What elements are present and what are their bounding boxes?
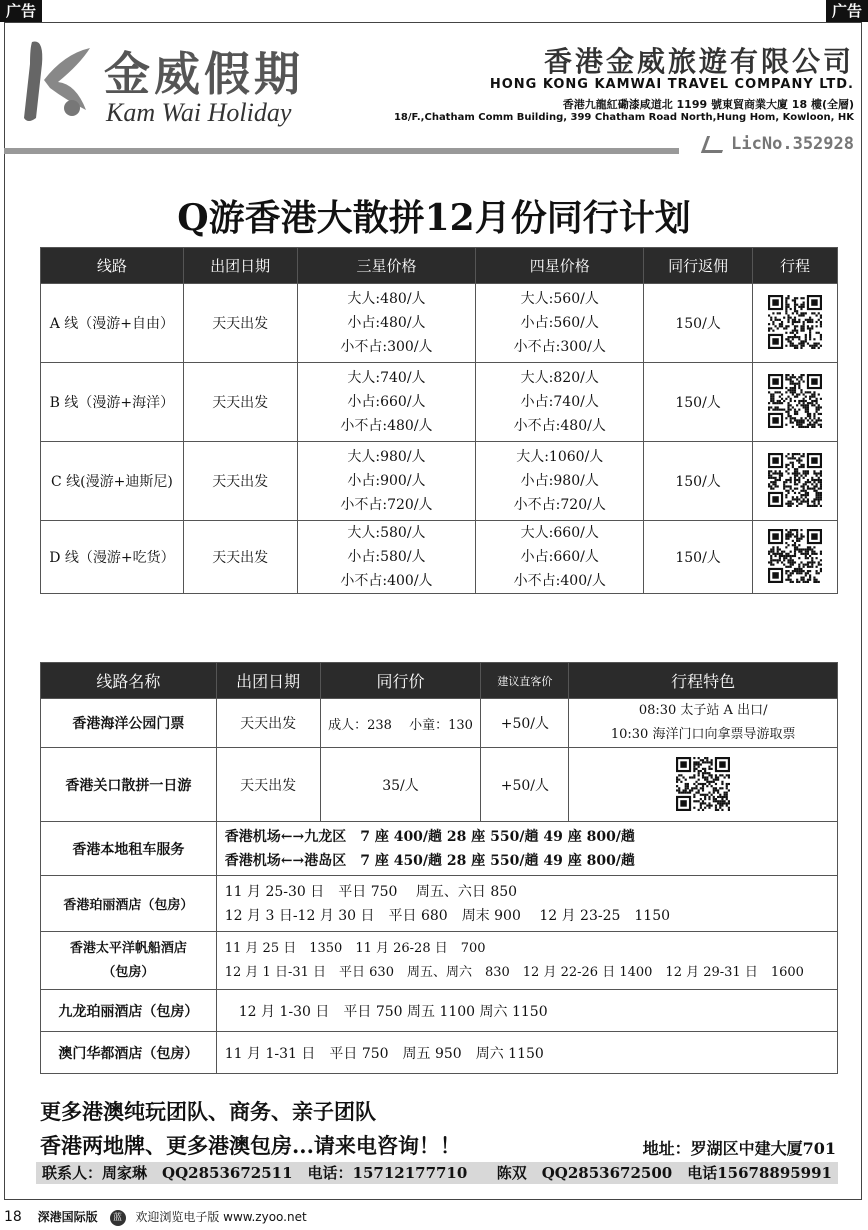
table-header-row (41, 663, 838, 699)
price-child-no-bed: 小不占:400/人 (513, 573, 606, 589)
contact-secondary: 陈双 QQ2853672500 电话15678895991 (496, 1164, 832, 1182)
magazine-seal-icon: 蓝 (110, 1210, 126, 1226)
price-child-no-bed: 小不占:720/人 (340, 497, 433, 513)
qr-code-icon[interactable] (768, 529, 822, 585)
price-adult: 大人:740/人 (347, 370, 426, 386)
price-child-bed: 小占:900/人 (347, 473, 426, 489)
page-number: 18 (4, 1209, 22, 1225)
price-adult: 大人:660/人 (520, 525, 599, 541)
retail-price-cell: +50/人 (481, 748, 569, 822)
price-child-bed: 小占:480/人 (347, 315, 426, 331)
itinerary-cell (753, 363, 838, 442)
commission-cell: 150/人 (644, 284, 753, 363)
hotel-price-line: 11 月 25 日 1350 11 月 26-28 日 700 (224, 940, 486, 956)
service-name-cell: 香港珀丽酒店（包房） (41, 876, 217, 932)
itinerary-cell (753, 442, 838, 521)
price-child-no-bed: 小不占:720/人 (513, 497, 606, 513)
itinerary-cell (753, 521, 838, 594)
website-note: 欢迎浏览电子版 www.zyoo.net (135, 1210, 307, 1224)
services-table (40, 662, 838, 1074)
feature-line: 08:30 太子站 A 出口/ (638, 703, 768, 718)
table-row (41, 521, 838, 594)
kam-wai-logo-icon (14, 34, 104, 126)
col-header-features: 行程特色 (569, 663, 838, 699)
office-address: 地址：罗湖区中建大厦701 (642, 1139, 836, 1158)
commission-cell: 150/人 (644, 442, 753, 521)
service-name-line: 香港太平洋帆船酒店 (69, 940, 187, 956)
col-header-service-name: 线路名称 (41, 663, 217, 699)
route-cell: A 线（漫游+自由） (41, 284, 184, 363)
table-row (41, 932, 838, 990)
price-adult: 大人:820/人 (520, 370, 599, 386)
table-row (41, 1032, 838, 1074)
col-header-three-star: 三星价格 (297, 248, 476, 284)
route-cell: B 线（漫游+海洋） (41, 363, 184, 442)
service-name-cell (41, 932, 217, 990)
commission-cell: 150/人 (644, 521, 753, 594)
price-adult: 大人:1060/人 (516, 449, 604, 465)
service-name-line: （包房） (102, 964, 155, 980)
hotel-price-details: 11 月 1-31 日 平日 750 周五 950 周六 1150 (216, 1032, 837, 1074)
service-name-cell: 香港海洋公园门票 (41, 699, 217, 748)
contact-primary: 联系人：周家琳 QQ2853672511 电话：15712177710 (42, 1164, 468, 1182)
promo-line-1: 更多港澳纯玩团队、商务、亲子团队 (40, 1099, 376, 1124)
price-child-no-bed: 小不占:300/人 (340, 339, 433, 355)
table-row (41, 699, 838, 748)
date-cell: 天天出发 (216, 748, 320, 822)
date-cell: 天天出发 (216, 699, 320, 748)
qr-code-icon[interactable] (676, 756, 730, 814)
three-star-price-cell (297, 521, 476, 594)
price-child-bed: 小占:660/人 (520, 549, 599, 565)
car-rental-details (216, 822, 837, 876)
table-row (41, 363, 838, 442)
license-mark-icon (701, 136, 728, 153)
col-header-date: 出团日期 (183, 248, 297, 284)
service-name-cell: 澳门华都酒店（包房） (41, 1032, 217, 1074)
company-name-cn: 香港金威旅遊有限公司 (543, 45, 854, 78)
itinerary-cell (753, 284, 838, 363)
feature-line: 10:30 海洋门口向拿票导游取票 (610, 727, 796, 742)
route-cell: C 线(漫游+迪斯尼) (41, 442, 184, 521)
service-name-cell: 九龙珀丽酒店（包房） (41, 990, 217, 1032)
price-child-bed: 小占:980/人 (520, 473, 599, 489)
tour-plan-table (40, 247, 838, 594)
license-text: LicNo.352928 (731, 134, 854, 154)
promo-line-2: 香港两地牌、更多港澳包房...请来电咨询！！ (40, 1133, 461, 1158)
qr-code-icon[interactable] (768, 295, 822, 351)
price-child-no-bed: 小不占:300/人 (513, 339, 606, 355)
trade-price-cell: 成人：238 小童：130 (320, 699, 481, 748)
features-cell (569, 748, 838, 822)
logo-chinese-name: 金威假期 (104, 47, 304, 101)
service-name-cell: 香港关口散拼一日游 (41, 748, 217, 822)
three-star-price-cell (297, 363, 476, 442)
hotel-price-details (216, 932, 837, 990)
hotel-price-line: 12 月 3 日-12 月 30 日 平日 680 周末 900 12 月 23-25 1150 (224, 907, 671, 924)
col-header-four-star: 四星价格 (476, 248, 644, 284)
price-adult: 大人:560/人 (520, 291, 599, 307)
price-adult: 大人:480/人 (347, 291, 426, 307)
price-adult: 大人:980/人 (347, 449, 426, 465)
qr-code-icon[interactable] (768, 453, 822, 509)
table-row (41, 822, 838, 876)
date-cell: 天天出发 (183, 442, 297, 521)
logo-english-name: Kam Wai Holiday (106, 98, 292, 127)
four-star-price-cell (476, 363, 644, 442)
table-row (41, 284, 838, 363)
ad-label-left: 广告 (0, 0, 42, 22)
page-title: Q游香港大散拼12月份同行计划 (177, 197, 691, 239)
price-child-bed: 小占:740/人 (520, 394, 599, 410)
hotel-price-line: 11 月 25-30 日 平日 750 周五、六日 850 (224, 883, 518, 900)
col-header-commission: 同行返佣 (644, 248, 753, 284)
table-header-row (41, 248, 838, 284)
commission-cell: 150/人 (644, 363, 753, 442)
col-header-retail-price: 建议直客价 (481, 663, 569, 699)
license-number (704, 134, 854, 154)
service-name-cell: 香港本地租车服务 (41, 822, 217, 876)
date-cell: 天天出发 (183, 284, 297, 363)
ad-label-right: 广告 (826, 0, 868, 22)
retail-price-cell: +50/人 (481, 699, 569, 748)
hotel-price-details (216, 876, 837, 932)
price-child-bed: 小占:560/人 (520, 315, 599, 331)
three-star-price-cell (297, 442, 476, 521)
qr-code-icon[interactable] (768, 374, 822, 430)
col-header-trade-price: 同行价 (320, 663, 481, 699)
header-divider (4, 148, 679, 154)
address-en: 18/F.,Chatham Comm Building, 399 Chatham Road North,Hung Hom, Kowloon, HK (393, 112, 854, 123)
col-header-date: 出团日期 (216, 663, 320, 699)
date-cell: 天天出发 (183, 521, 297, 594)
table-row (41, 990, 838, 1032)
hotel-price-details: 12 月 1-30 日 平日 750 周五 1100 周六 1150 (216, 990, 837, 1032)
price-child-bed: 小占:660/人 (347, 394, 426, 410)
features-cell (569, 699, 838, 748)
table-row (41, 442, 838, 521)
price-child-no-bed: 小不占:480/人 (340, 418, 433, 434)
four-star-price-cell (476, 521, 644, 594)
route-cell: D 线（漫游+吃货） (41, 521, 184, 594)
price-child-no-bed: 小不占:480/人 (513, 418, 606, 434)
col-header-itinerary: 行程 (753, 248, 838, 284)
three-star-price-cell (297, 284, 476, 363)
price-child-bed: 小占:580/人 (347, 549, 426, 565)
page-footer (4, 1208, 307, 1226)
address-cn: 香港九龍紅磡漆咸道北 1199 號東貿商業大廈 18 樓(全層) (562, 98, 854, 111)
table-row (41, 748, 838, 822)
car-route-island: 香港机场←→港岛区 7 座 450/趟 28 座 550/趟 49 座 800/趟 (224, 852, 635, 869)
company-name-en: HONG KONG KAMWAI TRAVEL COMPANY LTD. (489, 77, 854, 92)
trade-price-cell: 35/人 (320, 748, 481, 822)
hotel-price-line: 12 月 1 日-31 日 平日 630 周五、周六 830 12 月 22-26 日 1400 12 月 29-31 日 1600 (224, 964, 804, 980)
four-star-price-cell (476, 442, 644, 521)
car-route-kowloon: 香港机场←→九龙区 7 座 400/趟 28 座 550/趟 49 座 800/趟 (224, 828, 635, 845)
price-adult: 大人:580/人 (347, 525, 426, 541)
price-child-no-bed: 小不占:400/人 (340, 573, 433, 589)
contact-bar (36, 1162, 838, 1184)
col-header-route: 线路 (41, 248, 184, 284)
magazine-name: 深港国际版 (37, 1210, 98, 1224)
four-star-price-cell (476, 284, 644, 363)
table-row (41, 876, 838, 932)
date-cell: 天天出发 (183, 363, 297, 442)
